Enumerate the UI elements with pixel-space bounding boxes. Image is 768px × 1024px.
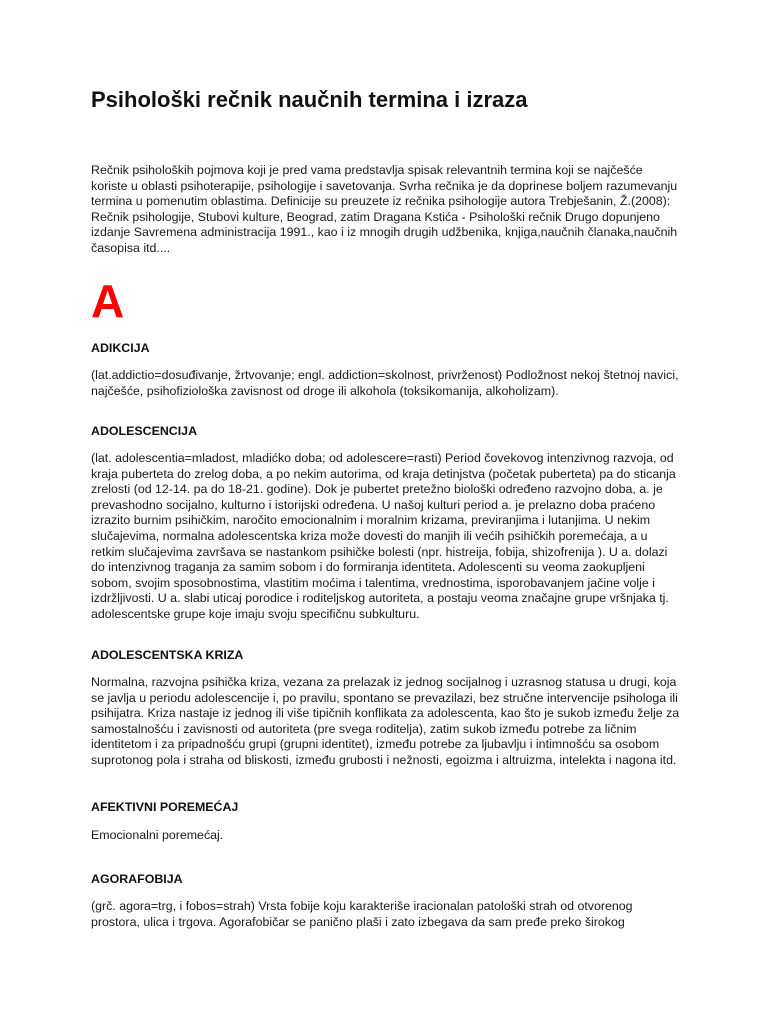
term-definition-adolescentska-kriza: Normalna, razvojna psihička kriza, vezana za prelazak iz jednog socijalnog i uzrasnog statusa u drugi, koja se javlja u periodu adolescencije i, po pravilu, spontano se prevazilazi, bez stručne intervencije psihologa ili psihijatra. Kriza nastaje iz jednog ili više tipičnih konflikata za adolescenta, kao što je sukob između želje za samostalnošću i zavisnosti od autoriteta (pre svega roditelja), zatim sukob između potrebe za ličnim identitetom i za pripadnošću grupi (grupni identitet), između potrebe za ljubavlju i intimnošću sa osobom suprotonog pola i straha od bliskosti, između grubosti i nežnosti, egoizma i altruizma, intelekta i nagona itd. — [91, 675, 680, 767]
term-heading-adikcija: ADIKCIJA — [91, 341, 150, 355]
term-definition-adolescencija: (lat. adolescentia=mladost, mladićko doba; od adolescere=rasti) Period čovekovog intenzivnog razvoja, od kraja puberteta do zrelog doba, a po nekim autorima, od kraja detinjstva (početak puberteta) pa do sticanja zrelosti (od 12-14. pa do 18-21. godine). Dok je pubertet pretežno biološki određeno razvojno doba, a. je prevashodno socijalno, kulturno i istorijski određena. U našoj kulturi period a. je prelazno doba praćeno izrazito burnim psihičkim, naročito emocionalnim i moralnim krizama, previranjima i lutanjima. U nekim slučajevima, normalna adolescentska kriza može dovesti do manjih ili većih psihičkih poremećaja, a u retkim slučajevima završava se nastankom psihičke bolesti (npr. histreija, fobija, shizofrenija ). U a. dolazi do intenzivnog traganja za samim sobom i do formiranja identiteta. Adolescenti su veoma zaokupljeni sobom, svojim sposobnostima, vlastitim moćima i talentima, vrednostima, isporobavanjem jačine volje i izdržljivosti. U a. slabi uticaj porodice i roditeljskog autoriteta, a postaju veoma značajne grupe vršnjaka tj. adolescentske grupe koje imaju svoju specifičnu subkulturu. — [91, 451, 676, 621]
term-heading-adolescencija: ADOLESCENCIJA — [91, 424, 198, 438]
term-heading-afektivni-poremecaj: AFEKTIVNI POREMEĆAJ — [91, 800, 239, 814]
page-title: Psihološki rečnik naučnih termina i izraza — [91, 87, 528, 112]
term-definition-agorafobija: (grč. agora=trg, i fobos=strah) Vrsta fobije koju karakteriše iracionalan patološki strah od otvorenog prostora, ulica i trgova. Agorafobičar se panično plaši i zato izbegava da sam pređe preko širokog — [91, 899, 633, 929]
term-heading-agorafobija: AGORAFOBIJA — [91, 872, 183, 886]
term-heading-adolescentska-kriza: ADOLESCENTSKA KRIZA — [91, 648, 244, 662]
term-definition-adikcija: (lat.addictio=dosuđivanje, žrtvovanje; engl. addiction=skolnost, privrženost) Podložnost nekoj štetnoj navici, najčešće, psihofiziološka zavisnost od droge ili alkohola (toksikomanija, alkoholizam). — [91, 368, 679, 398]
section-letter: A — [91, 275, 125, 327]
term-definition-afektivni-poremecaj: Emocionalni poremećaj. — [91, 828, 224, 842]
intro-paragraph: Rečnik psiholoških pojmova koji je pred vama predstavlja spisak relevantnih termina koji se najčešće koriste u oblasti psihoterapije, psihologije i savetovanja. Svrha rečnika je da doprinese boljem razumevanju termina u pomenutim oblastima. Definicije su preuzete iz rečnika psihologije autora Trebješanin, Ž.(2008): Rečnik psihologije, Stubovi kulture, Beograd, zatim Dragana Kstića - Psihološki rečnik Drugo dopunjeno izdanje Savremena administracija 1991., kao i iz mnogih drugih udžbenika, knjiga,naučnih članaka,naučnih časopisa itd.... — [91, 163, 678, 255]
